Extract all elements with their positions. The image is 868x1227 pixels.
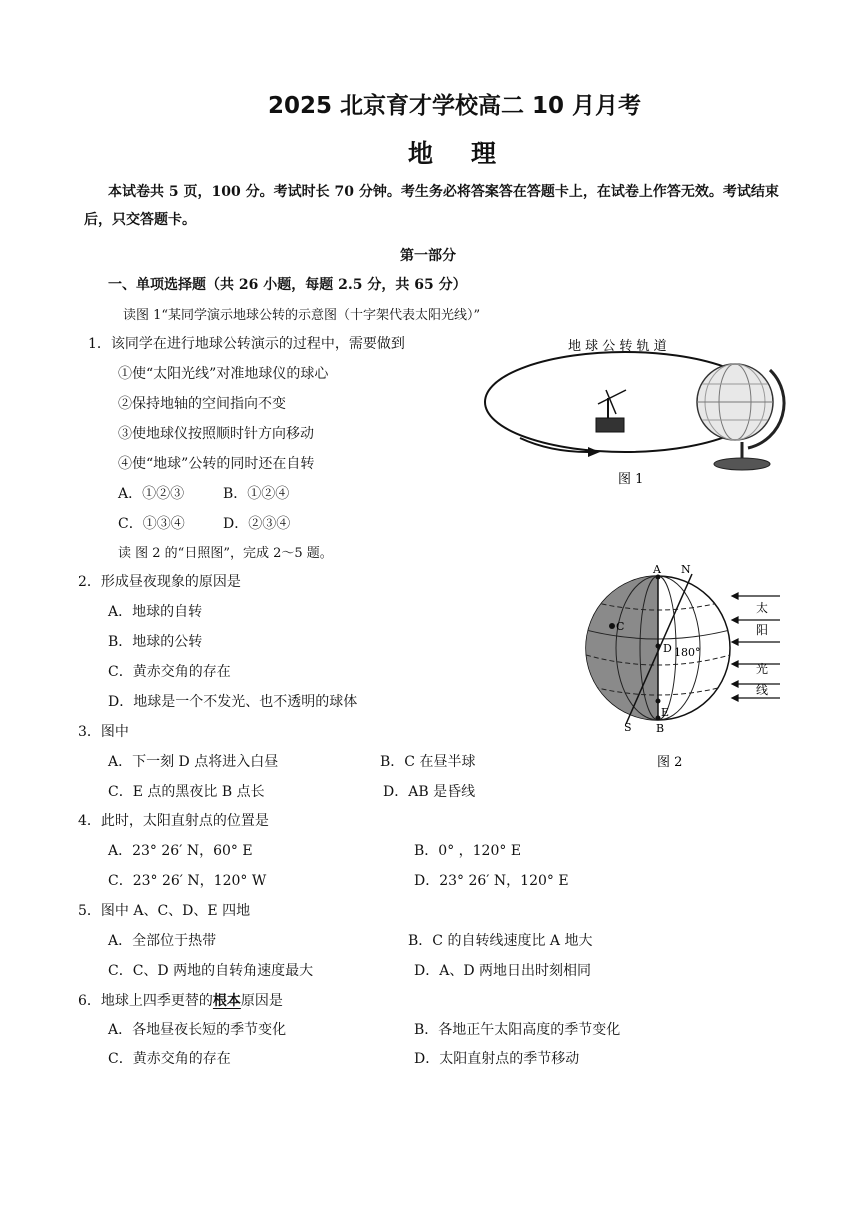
point-e-marker [656,699,661,704]
q1-item: ②保持地轴的空间指向不变 [118,396,286,412]
longitude-180-label: 180° [674,646,701,659]
label-a: A [653,563,661,576]
exam-instructions [84,178,784,234]
q1-stem: 1．该同学在进行地球公转演示的过程中，需要做到 [88,336,405,352]
q3-option-c[interactable]: C．E 点的黑夜比 B 点长 [108,784,265,800]
q6-stem-before: 6．地球上四季更替的 [78,993,213,1009]
q1-option-a[interactable]: A．①②③ [118,486,185,502]
label-b: B [656,722,665,735]
q6-stem [78,990,283,1010]
part-title: 第一部分 [400,248,456,264]
arrow-head-icon [588,447,600,457]
q6-option-b[interactable]: B．各地正午太阳高度的季节变化 [414,1022,621,1038]
q5-option-c[interactable]: C．C、D 两地的自转角速度最大 [108,963,314,979]
read-figure-2: 读 图 2 的“日照图”，完成 2～5 题。 [118,546,333,561]
q3-option-b[interactable]: B．C 在昼半球 [380,754,476,770]
label-s: S [624,721,632,734]
label-e: E [661,706,670,719]
q2-stem: 2．形成昼夜现象的原因是 [78,574,241,590]
sunlight-cross-icon [596,390,626,432]
exam-title: 2025 北京育才学校高二 10 月月考 [268,93,642,119]
q6-option-c[interactable]: C．黄赤交角的存在 [108,1051,231,1067]
instructions-text: 本试卷共 5 页，100 分。考试时长 70 分钟。考生务必将答案答在答题卡上，在试卷上作答无效。考试结束后，只交答题卡。 [84,184,779,228]
sun-label-char: 线 [756,683,769,697]
figure-1-caption: 图 1 [618,472,644,487]
q6-option-d[interactable]: D．太阳直射点的季节移动 [414,1051,580,1067]
q3-option-a[interactable]: A．下一刻 D 点将进入白昼 [108,754,279,770]
q3-option-d[interactable]: D．AB 是昏线 [383,784,476,800]
q5-stem: 5．图中 A、C、D、E 四地 [78,903,251,919]
q4-option-a[interactable]: A．23° 26′ N，60° E [108,843,253,859]
q2-option-a[interactable]: A．地球的自转 [108,604,203,620]
q4-stem: 4．此时，太阳直射点的位置是 [78,813,269,829]
q4-option-d[interactable]: D．23° 26′ N，120° E [414,873,569,889]
globe-icon [697,364,784,470]
sun-label-char: 阳 [756,623,769,637]
point-b-marker [656,716,661,721]
figure-2-daylight-diagram [580,560,790,772]
q1-option-d[interactable]: D．②③④ [223,516,291,532]
q4-option-c[interactable]: C．23° 26′ N，120° W [108,873,267,889]
q2-option-c[interactable]: C．黄赤交角的存在 [108,664,231,680]
q1-option-b[interactable]: B．①②④ [223,486,290,502]
q6-stem-emphasis: 根本 [212,993,241,1009]
section-title: 一、单项选择题（共 26 小题，每题 2.5 分，共 65 分） [108,277,467,293]
q1-option-c[interactable]: C．①③④ [118,516,185,532]
q2-option-d[interactable]: D．地球是一个不发光、也不透明的球体 [108,694,358,710]
point-c-marker [609,623,615,629]
q6-option-a[interactable]: A．各地昼夜长短的季节变化 [108,1022,287,1038]
orbit-label: 地 球 公 转 轨 道 [568,339,667,354]
q2-option-b[interactable]: B．地球的公转 [108,634,203,650]
q3-stem: 3．图中 [78,724,129,740]
sun-label-char: 光 [756,662,769,676]
q4-option-b[interactable]: B．0° ，120° E [414,843,522,859]
read-figure-1: 读图 1“某同学演示地球公转的示意图（十字架代表太阳光线）” [123,308,481,323]
figure-2-caption: 图 2 [657,755,683,770]
point-d-marker [656,644,661,649]
sun-label-char: 太 [756,601,769,615]
q1-item: ①使“太阳光线”对准地球仪的球心 [118,366,329,382]
figure-1-orbit-diagram [480,330,800,490]
q6-stem-after: 原因是 [240,993,283,1009]
label-c: C [616,620,625,633]
subject-title: 地理 [408,139,535,168]
q5-option-d[interactable]: D．A、D 两地日出时刻相同 [414,963,592,979]
label-d: D [663,642,672,655]
q1-item: ④使“地球”公转的同时还在自转 [118,456,315,472]
q5-option-b[interactable]: B．C 的自转线速度比 A 地大 [408,933,593,949]
q5-option-a[interactable]: A．全部位于热带 [108,933,217,949]
label-n: N [681,563,691,576]
q1-item: ③使地球仪按照顺时针方向移动 [118,426,314,442]
